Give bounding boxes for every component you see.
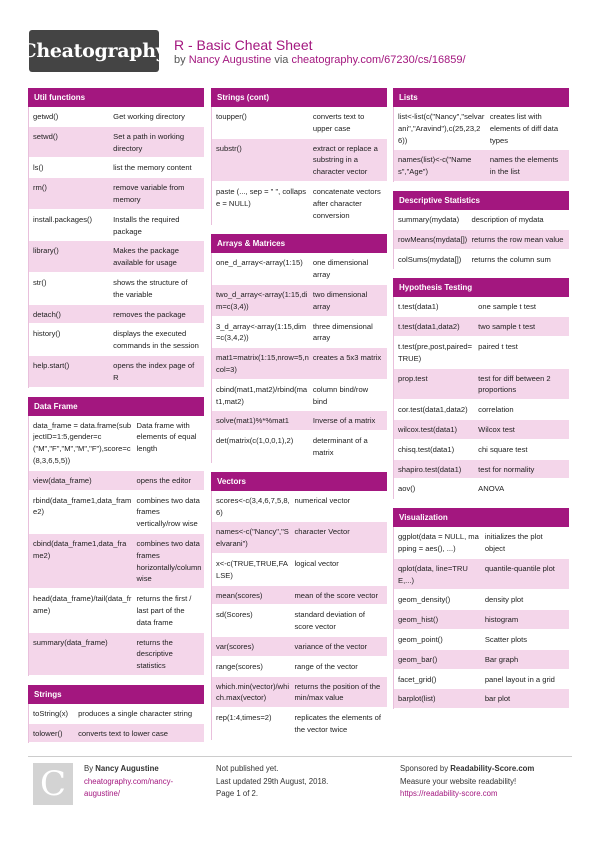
section-rows xyxy=(211,491,387,740)
table-row xyxy=(29,534,204,589)
description-cell: returns the position of the min/max value xyxy=(294,681,381,703)
section-strings-cont xyxy=(211,88,387,225)
description-cell: description of mydata xyxy=(471,214,544,224)
page-footer xyxy=(28,756,572,826)
function-cell: facet_grid() xyxy=(398,674,437,684)
description-cell: paired t test xyxy=(478,341,518,351)
page-header xyxy=(0,0,600,85)
table-row xyxy=(212,586,387,606)
footer-sponsor[interactable]: Readability-Score.com xyxy=(450,764,535,773)
section-rows xyxy=(28,704,204,744)
description-cell: converts text to lower case xyxy=(78,728,168,738)
function-cell: t.test(data1) xyxy=(398,302,439,312)
description-cell: mean of the score vector xyxy=(294,590,379,600)
function-cell: range(scores) xyxy=(216,661,263,671)
cheatography-c-logo: C xyxy=(33,763,73,805)
description-cell: standard deviation of score vector xyxy=(294,610,365,632)
section-heading: Strings xyxy=(28,685,204,704)
description-cell: initializes the plot object xyxy=(484,532,543,553)
table-row xyxy=(212,708,387,740)
function-cell: geom_density() xyxy=(398,595,451,605)
footer-meta-block xyxy=(216,763,328,801)
function-cell: history() xyxy=(33,329,61,339)
function-cell: prop.test xyxy=(398,373,428,383)
function-cell: toupper() xyxy=(216,112,247,121)
cheatography-logo[interactable]: Cheatography xyxy=(29,30,159,72)
description-cell: correlation xyxy=(478,405,514,415)
table-row xyxy=(29,305,204,325)
description-cell: returns the column sum xyxy=(471,254,551,264)
section-util xyxy=(28,88,204,388)
table-row xyxy=(394,559,569,591)
description-cell: combines two data frames horizontally/column wise xyxy=(136,538,202,584)
function-cell: str() xyxy=(33,277,47,287)
section-descriptive xyxy=(393,191,569,269)
description-cell: list the memory content xyxy=(113,163,192,173)
footer-author: Nancy Augustine xyxy=(95,764,159,773)
function-cell: rowMeans(mydata[]) xyxy=(398,234,468,244)
section-strings xyxy=(28,685,204,744)
description-cell: test for diff between 2 proportions xyxy=(478,373,551,395)
function-cell: summary(data_frame) xyxy=(33,637,108,647)
function-cell: mean(scores) xyxy=(216,590,263,600)
function-cell: install.packages() xyxy=(33,214,93,224)
table-row xyxy=(29,127,204,159)
table-row xyxy=(394,479,569,499)
description-cell: Data frame with elements of equal length xyxy=(136,420,197,454)
footer-sponsor-url[interactable]: https://readability-score.com xyxy=(400,789,498,798)
table-row xyxy=(212,253,387,285)
description-cell: histogram xyxy=(484,615,519,625)
table-row xyxy=(212,677,387,709)
table-row xyxy=(394,230,569,250)
function-cell: tolower() xyxy=(33,728,63,738)
table-row xyxy=(29,241,204,273)
footer-sponsored: Sponsored by xyxy=(400,764,449,773)
table-row xyxy=(394,610,569,630)
description-cell: replicates the elements of the vector twice xyxy=(294,713,382,734)
author-link[interactable]: Nancy Augustine xyxy=(188,54,272,66)
function-cell: barplot(list) xyxy=(398,694,436,704)
description-cell: determinant of a matrix xyxy=(312,436,368,457)
table-row xyxy=(212,182,387,225)
function-cell: names<-c("Nancy","Selvarani") xyxy=(216,527,289,549)
function-cell: getwd() xyxy=(33,112,59,121)
function-cell: data_frame = data.frame(subjectID=1:5,gender=c("M","F","M","M","F"),score=c(8,3,6,5,5)) xyxy=(33,420,132,465)
table-row xyxy=(212,107,387,139)
section-heading: Arrays & Matrices xyxy=(211,234,387,253)
description-cell: concatenate vectors after character conversion xyxy=(312,186,381,220)
table-row xyxy=(394,317,569,337)
table-row xyxy=(394,460,569,480)
table-row xyxy=(212,522,387,554)
table-row xyxy=(394,590,569,610)
table-row xyxy=(29,724,204,744)
footer-author-link-1[interactable]: cheatography.com/nancy- xyxy=(84,776,174,786)
description-cell: converts text to upper case xyxy=(312,112,365,133)
function-cell: geom_point() xyxy=(398,634,443,644)
function-cell: 3_d_array<-array(1:15,dim=c(3,4,2)) xyxy=(216,321,307,343)
description-cell: test for normality xyxy=(478,464,535,474)
function-cell: substr() xyxy=(216,143,242,153)
footer-measure: Measure your website readability! xyxy=(400,776,517,786)
function-cell: shapiro.test(data1) xyxy=(398,464,462,474)
function-cell: scores<-c(3,4,6,7,5,8,6) xyxy=(216,495,290,517)
description-cell: logical vector xyxy=(294,558,339,568)
function-cell: x<-c(TRUE,TRUE,FALSE) xyxy=(216,558,288,580)
table-row xyxy=(29,491,204,534)
description-cell: returns the row mean value xyxy=(471,234,564,244)
description-cell: creates a 5x3 matrix xyxy=(312,353,382,363)
description-cell: produces a single character string xyxy=(78,708,193,718)
description-cell: combines two data frames vertically/row wise xyxy=(136,495,200,529)
table-row xyxy=(212,554,387,586)
page-title: R - Basic Cheat Sheet xyxy=(174,37,313,53)
table-row xyxy=(394,297,569,317)
function-cell: t.test(data1,data2) xyxy=(398,322,460,332)
section-rows xyxy=(393,210,569,269)
column-1 xyxy=(28,88,204,752)
table-row xyxy=(394,650,569,670)
table-row xyxy=(212,317,387,349)
table-row xyxy=(394,369,569,401)
function-cell: ls() xyxy=(33,163,44,173)
section-vectors xyxy=(211,472,387,740)
table-row xyxy=(394,420,569,440)
function-cell: geom_hist() xyxy=(398,615,439,625)
description-cell: variance of the vector xyxy=(294,641,368,651)
description-cell: bar plot xyxy=(484,694,511,704)
section-arrays xyxy=(211,234,387,462)
byline xyxy=(174,54,466,66)
table-row xyxy=(394,210,569,230)
function-cell: summary(mydata) xyxy=(398,214,460,224)
function-cell: list<-list(c("Nancy","selvarani","Aravind"),c(25,23,26)) xyxy=(398,112,485,145)
function-cell: cbind(data_frame1,data_frame2) xyxy=(33,538,127,560)
table-row xyxy=(212,411,387,431)
footer-updated: Last updated 29th August, 2018. xyxy=(216,776,329,786)
function-cell: solve(mat1)%*%mat1 xyxy=(216,416,290,426)
description-cell: remove variable from memory xyxy=(113,183,185,204)
byline-via: via xyxy=(274,54,289,66)
description-cell: opens the editor xyxy=(136,475,191,485)
table-row xyxy=(394,150,569,182)
function-cell: cor.test(data1,data2) xyxy=(398,405,468,415)
description-cell: two sample t test xyxy=(478,322,536,332)
function-cell: setwd() xyxy=(33,131,58,141)
table-row xyxy=(394,527,569,559)
table-row xyxy=(394,250,569,270)
section-heading: Hypothesis Testing xyxy=(393,278,569,297)
column-2 xyxy=(211,88,387,749)
section-heading: Visualization xyxy=(393,508,569,527)
table-row xyxy=(394,689,569,709)
table-row xyxy=(29,158,204,178)
function-cell: rbind(data_frame1,data_frame2) xyxy=(33,495,132,517)
description-cell: character Vector xyxy=(294,527,350,537)
function-cell: sd(Scores) xyxy=(216,610,253,620)
table-row xyxy=(212,491,387,523)
function-cell: geom_bar() xyxy=(398,654,438,664)
section-heading: Vectors xyxy=(211,472,387,491)
function-cell: colSums(mydata[]) xyxy=(398,254,462,264)
table-row xyxy=(394,107,569,150)
function-cell: cbind(mat1,mat2)/rbind(mat1,mat2) xyxy=(216,384,308,406)
table-row xyxy=(29,210,204,242)
table-row xyxy=(212,348,387,380)
section-heading: Lists xyxy=(393,88,569,107)
table-row xyxy=(212,431,387,463)
description-cell: column bind/row bind xyxy=(312,384,369,406)
footer-sponsor-block xyxy=(400,763,534,801)
description-cell: Bar graph xyxy=(484,654,519,664)
table-row xyxy=(212,285,387,317)
description-cell: Inverse of a matrix xyxy=(312,416,376,426)
function-cell: detach() xyxy=(33,309,61,319)
footer-author-block xyxy=(84,763,173,801)
description-cell: Wilcox test xyxy=(478,424,515,434)
section-heading: Util functions xyxy=(28,88,204,107)
description-cell: names the elements in the list xyxy=(489,155,559,177)
table-row xyxy=(212,637,387,657)
section-rows xyxy=(393,107,569,182)
function-cell: toString(x) xyxy=(33,708,69,718)
table-row xyxy=(394,440,569,460)
table-row xyxy=(212,657,387,677)
byline-by: by xyxy=(174,54,186,66)
section-rows xyxy=(393,527,569,709)
function-cell: library() xyxy=(33,246,59,256)
table-row xyxy=(394,670,569,690)
function-cell: rm() xyxy=(33,183,47,193)
function-cell: var(scores) xyxy=(216,641,254,651)
footer-by: By xyxy=(84,764,94,773)
function-cell: two_d_array<-array(1:15,dim=c(3,4)) xyxy=(216,289,308,311)
description-cell: Installs the required package xyxy=(113,214,180,236)
section-rows xyxy=(28,416,204,676)
section-rows xyxy=(211,253,387,462)
table-row xyxy=(29,356,204,388)
function-cell: ggplot(data = NULL, mapping = aes(), ...) xyxy=(398,532,479,553)
table-row xyxy=(394,400,569,420)
table-row xyxy=(29,324,204,356)
description-cell: extract or replace a substring in a character vector xyxy=(312,143,378,177)
column-3 xyxy=(393,88,569,718)
function-cell: wilcox.test(data1) xyxy=(398,424,458,434)
function-cell: chisq.test(data1) xyxy=(398,444,455,454)
description-cell: Set a path in working directory xyxy=(113,131,185,153)
table-row xyxy=(29,107,204,127)
description-cell: shows the structure of the variable xyxy=(113,277,188,299)
description-cell: removes the package xyxy=(113,309,186,319)
function-cell: det(matrix(c(1,0,0,1),2) xyxy=(216,436,294,446)
description-cell: Makes the package available for usage xyxy=(113,246,180,268)
function-cell: aov() xyxy=(398,484,416,494)
section-hypothesis xyxy=(393,278,569,499)
description-cell: numerical vector xyxy=(294,495,351,505)
section-visualization xyxy=(393,508,569,709)
function-cell: head(data_frame)/tail(data_frame) xyxy=(33,594,132,615)
description-cell: Scatter plots xyxy=(484,634,528,644)
footer-author-link-2[interactable]: augustine/ xyxy=(84,789,120,798)
function-cell: help.start() xyxy=(33,360,70,370)
footer-page: Page 1 of 2. xyxy=(216,789,259,798)
description-cell: creates list with elements of diff data types xyxy=(489,112,559,145)
function-cell: t.test(pre,post,paired=TRUE) xyxy=(398,341,473,363)
table-row xyxy=(394,630,569,650)
description-cell: opens the index page of R xyxy=(113,360,195,382)
function-cell: rep(1:4,times=2) xyxy=(216,713,272,723)
function-cell: which.min(vector)/which.max(vector) xyxy=(216,681,290,703)
table-row xyxy=(29,471,204,491)
table-row xyxy=(394,337,569,369)
function-cell: one_d_array<-array(1:15) xyxy=(216,258,303,268)
section-heading: Strings (cont) xyxy=(211,88,387,107)
function-cell: paste (..., sep = " ", collapse = NULL) xyxy=(216,186,307,208)
table-row xyxy=(29,178,204,210)
description-cell: quantile-quantile plot xyxy=(484,563,555,573)
sheet-url-link[interactable]: cheatography.com/67230/cs/16859/ xyxy=(291,54,466,66)
section-rows xyxy=(393,297,569,499)
function-cell: names(list)<-c("Names","Age") xyxy=(398,155,472,177)
description-cell: panel layout in a grid xyxy=(484,674,555,684)
description-cell: returns the first / last part of the data frame xyxy=(136,594,192,627)
description-cell: chi square test xyxy=(478,444,528,454)
description-cell: one dimensional array xyxy=(312,258,369,280)
section-heading: Descriptive Statistics xyxy=(393,191,569,210)
table-row xyxy=(29,416,204,471)
table-row xyxy=(29,589,204,632)
footer-published: Not published yet. xyxy=(216,764,279,773)
table-row xyxy=(29,273,204,305)
description-cell: range of the vector xyxy=(294,661,358,671)
function-cell: qplot(data, line=TRUE,...) xyxy=(398,563,468,585)
description-cell: ANOVA xyxy=(478,484,505,494)
description-cell: Get working directory xyxy=(113,112,185,121)
table-row xyxy=(29,633,204,676)
section-rows xyxy=(28,107,204,388)
table-row xyxy=(212,380,387,412)
description-cell: returns the descriptive statistics xyxy=(136,637,173,671)
section-lists xyxy=(393,88,569,182)
table-row xyxy=(212,139,387,182)
function-cell: view(data_frame) xyxy=(33,475,92,485)
description-cell: density plot xyxy=(484,595,524,605)
description-cell: displays the executed commands in the session xyxy=(113,329,199,351)
description-cell: three dimensional array xyxy=(312,321,373,343)
function-cell: mat1=matrix(1:15,nrow=5,ncol=3) xyxy=(216,353,309,374)
section-data-frame xyxy=(28,397,204,676)
section-heading: Data Frame xyxy=(28,397,204,416)
description-cell: one sample t test xyxy=(478,302,536,312)
description-cell: two dimensional array xyxy=(312,289,368,311)
section-rows xyxy=(211,107,387,225)
table-row xyxy=(212,605,387,637)
table-row xyxy=(29,704,204,724)
